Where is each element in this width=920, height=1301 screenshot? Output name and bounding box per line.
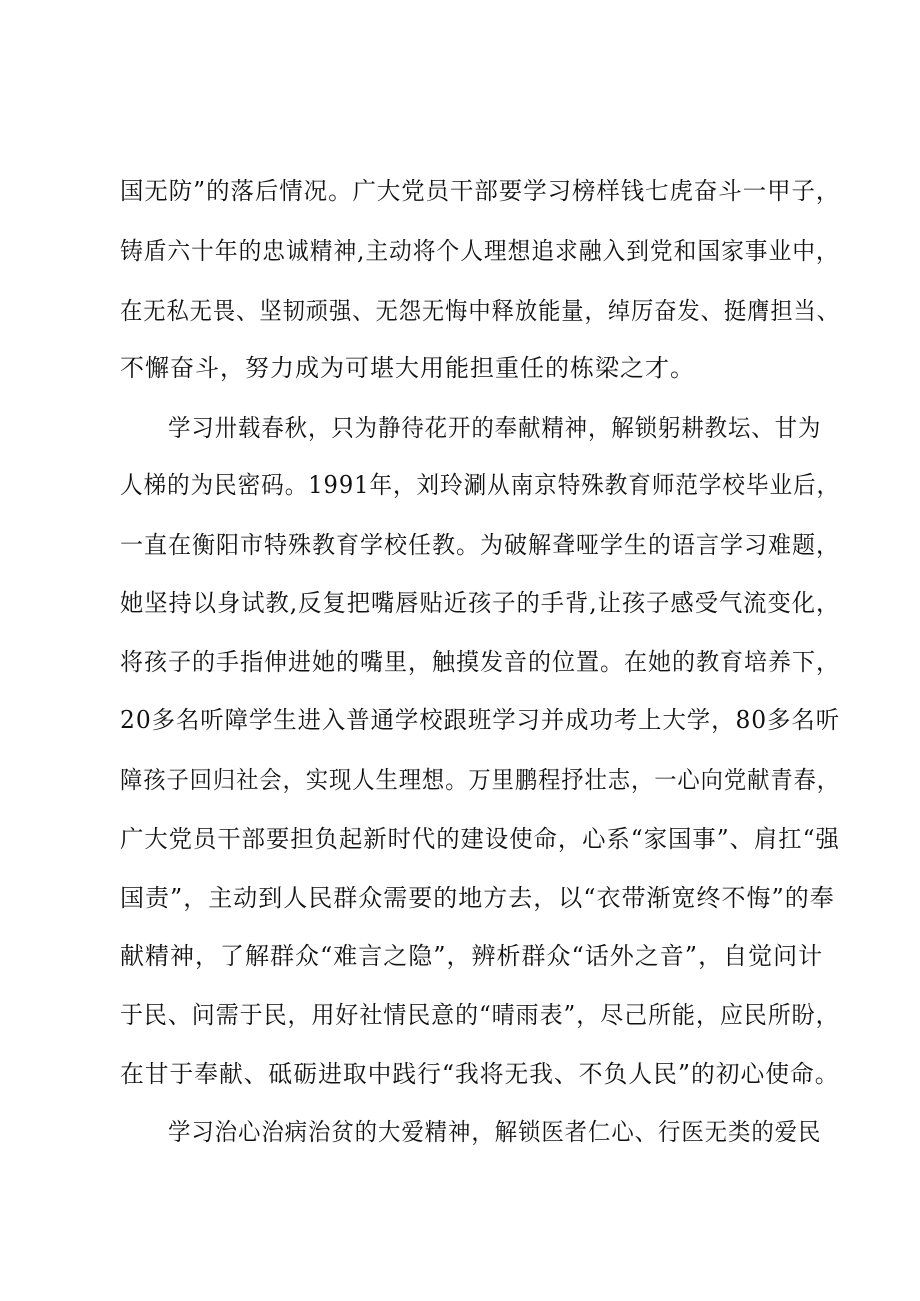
text-line: 一直在衡阳市特殊教育学校任教。为破解聋哑学生的语言学习难题， [120,531,840,559]
text-line: 国责”，主动到人民群众需要的地方去，以“衣带渐宽终不悔”的奉 [120,884,835,912]
text-line: 铸盾六十年的忠诚精神,主动将个人理想追求融入到党和国家事业中， [120,237,840,265]
text-line: 在无私无畏、坚韧顽强、无怨无悔中释放能量，绰厉奋发、挺膺担当、 [120,297,840,325]
text-line: 她坚持以身试教,反复把嘴唇贴近孩子的手背,让孩子感受气流变化， [120,589,841,617]
text-line: 献精神，了解群众“难言之隐”，辨析群众“话外之音”，自觉问计 [120,942,824,970]
paragraph-start-line: 学习治心治病治贫的大爱精神，解锁医者仁心、行医无类的爱民 [168,1118,822,1146]
text-line: 20多名听障学生进入普通学校跟班学习并成功考上大学，80多名听 [120,706,841,734]
text-line: 障孩子回归社会，实现人生理想。万里鹏程抒壮志，一心向党献青春， [120,766,840,794]
text-line: 于民、问需于民，用好社情民意的“晴雨表”，尽己所能，应民所盼， [120,1001,840,1029]
text-line: 将孩子的手指伸进她的嘴里，触摸发音的位置。在她的教育培养下， [120,648,840,676]
text-line: 国无防”的落后情况。广大党员干部要学习榜样钱七虎奋斗一甲子， [120,177,841,205]
text-line: 不懈奋斗，努力成为可堪大用能担重任的栋梁之才。 [120,354,695,382]
text-line: 人梯的为民密码。1991年，刘玲涮从南京特殊教育师范学校毕业后， [120,471,841,499]
text-line: 在甘于奉献、砥砺进取中践行“我将无我、不负人民”的初心使命。 [120,1060,840,1088]
paragraph-start-line: 学习卅载春秋，只为静待花开的奉献精神，解锁躬耕教坛、甘为 [168,414,822,442]
text-line: 广大党员干部要担负起新时代的建设使命，心系“家国事”、肩扛“强 [120,825,840,853]
